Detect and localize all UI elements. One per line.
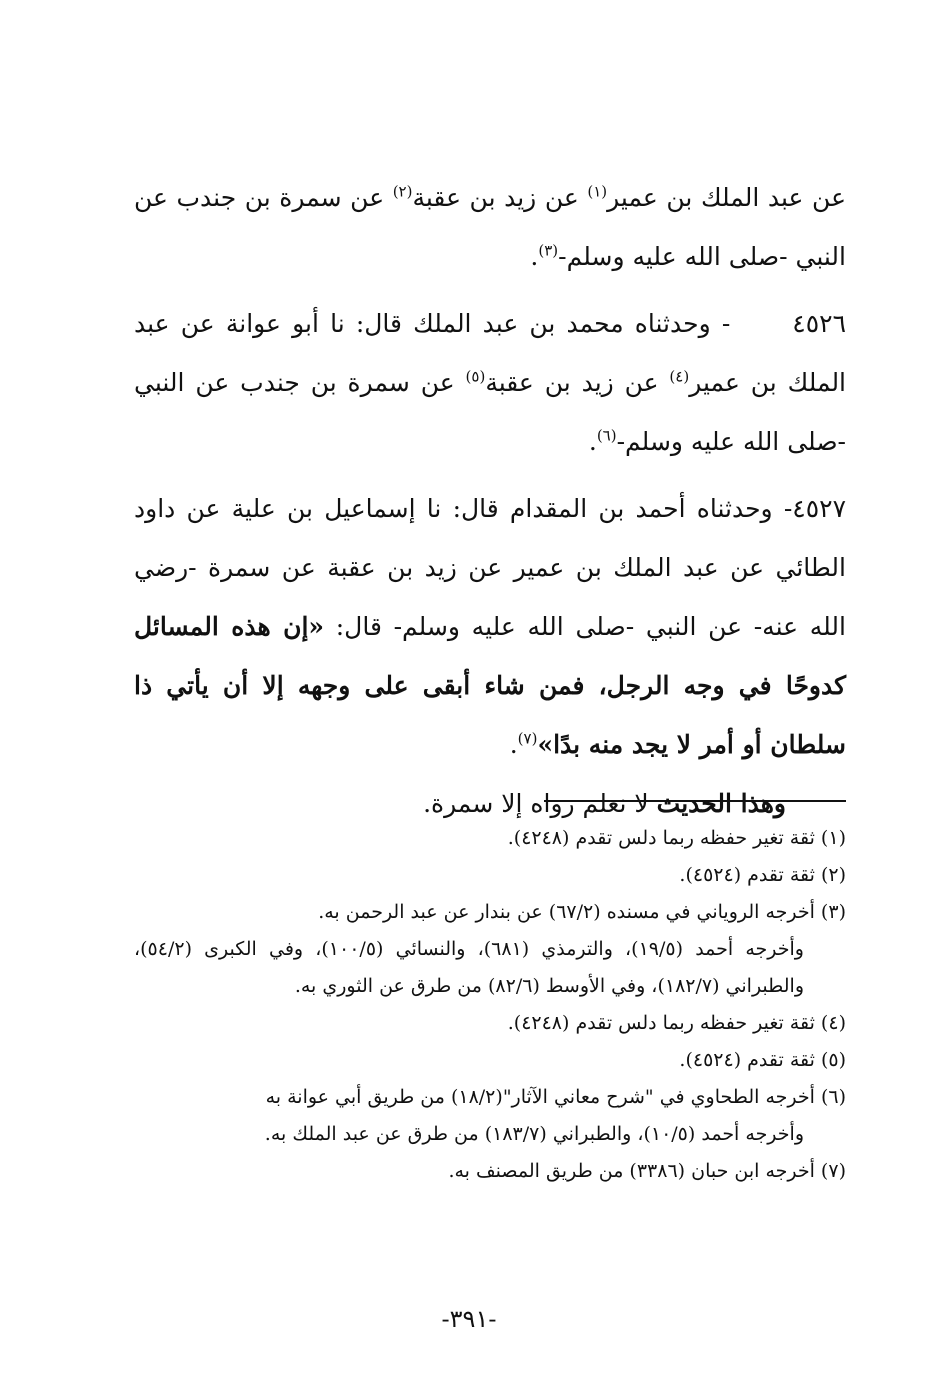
footnote-ref-1: (١) [587, 182, 608, 201]
hadith-4526 [134, 294, 846, 471]
footnote-3: (٣) أخرجه الروياني في مسنده (٦٧/٢) عن بندار عن عبد الرحمن به. [318, 901, 846, 923]
footnote-ref-4: (٤) [669, 367, 690, 386]
page-number: -٣٩١- [441, 1305, 497, 1333]
footnote-4: (٤) ثقة تغير حفظه ربما دلس تقدم (٤٢٤٨). [507, 1012, 846, 1034]
hadith-text: عن زيد بن عقبة [412, 183, 588, 212]
hadith-text: ٤٥٢٦- وحدثناه محمد بن عبد الملك قال: نا أبو عوانة عن عبد الملك بن عمير [134, 309, 847, 397]
punctuation: . [530, 242, 539, 271]
footnote-6-continuation: وأخرجه أحمد (١٠/٥)، والطبراني (١٨٣/٧) من طرق عن عبد الملك به. [264, 1123, 804, 1145]
main-text [134, 168, 846, 833]
hadith-quote: «إن هذه المسائل كدوحًا في وجه الرجل، فمن شاء أبقى على وجهه إلا أن يأتي ذا سلطان أو أمر لا يجد منه بدًا» [134, 612, 846, 759]
footnote-ref-2: (٢) [392, 182, 413, 201]
footnote-ref-7: (٧) [517, 729, 538, 748]
footnote-ref-3: (٣) [538, 241, 559, 260]
footnote-7: (٧) أخرجه ابن حبان (٣٣٨٦) من طريق المصنف به. [448, 1160, 846, 1182]
hadith-text: عن عبد الملك بن عمير [607, 183, 846, 212]
hadith-4527 [134, 479, 846, 774]
footnote-2: (٢) ثقة تقدم (٤٥٢٤). [679, 864, 846, 886]
hadith-4525 [134, 168, 846, 286]
hadith-text: عن سمرة بن جندب عن النبي -صلى الله عليه وسلم- [134, 368, 846, 456]
hadith-text: ٤٥٢٧- وحدثناه أحمد بن المقدام قال: نا إسماعيل بن علية عن داود الطائي عن عبد الملك بن عمير عن زيد بن عقبة عن سمرة -رضي الله عنه- عن النبي -صلى الله عليه وسلم- قال: [134, 494, 846, 641]
remark-text: لا نعلم رواه إلا سمرة. [423, 789, 657, 818]
footnote-5: (٥) ثقة تقدم (٤٥٢٤). [679, 1049, 846, 1071]
footnote-6: (٦) أخرجه الطحاوي في "شرح معاني الآثار"(١٨/٢) من طريق أبي عوانة به [265, 1086, 846, 1108]
remark-bold: وهذا الحديث [656, 789, 786, 818]
footnote-1: (١) ثقة تغير حفظه ربما دلس تقدم (٤٢٤٨). [507, 827, 846, 849]
punctuation: . [509, 730, 518, 759]
punctuation: . [588, 427, 597, 456]
footnote-ref-5: (٥) [465, 367, 486, 386]
footnote-ref-6: (٦) [596, 426, 617, 445]
footnote-3-continuation: وأخرجه أحمد (١٩/٥)، والترمذي (٦٨١)، والنسائي (١٠٠/٥)، وفي الكبرى (٥٤/٢)، والطبراني (١٨٢/٧)، وفي الأوسط (٨٢/٦) من طرق عن الثوري به. [134, 938, 804, 997]
hadith-text: عن سمرة بن جندب عن النبي -صلى الله عليه وسلم- [134, 183, 846, 271]
footnote-divider [544, 800, 846, 802]
hadith-text: عن زيد بن عقبة [485, 368, 670, 397]
footnotes [134, 820, 846, 1190]
